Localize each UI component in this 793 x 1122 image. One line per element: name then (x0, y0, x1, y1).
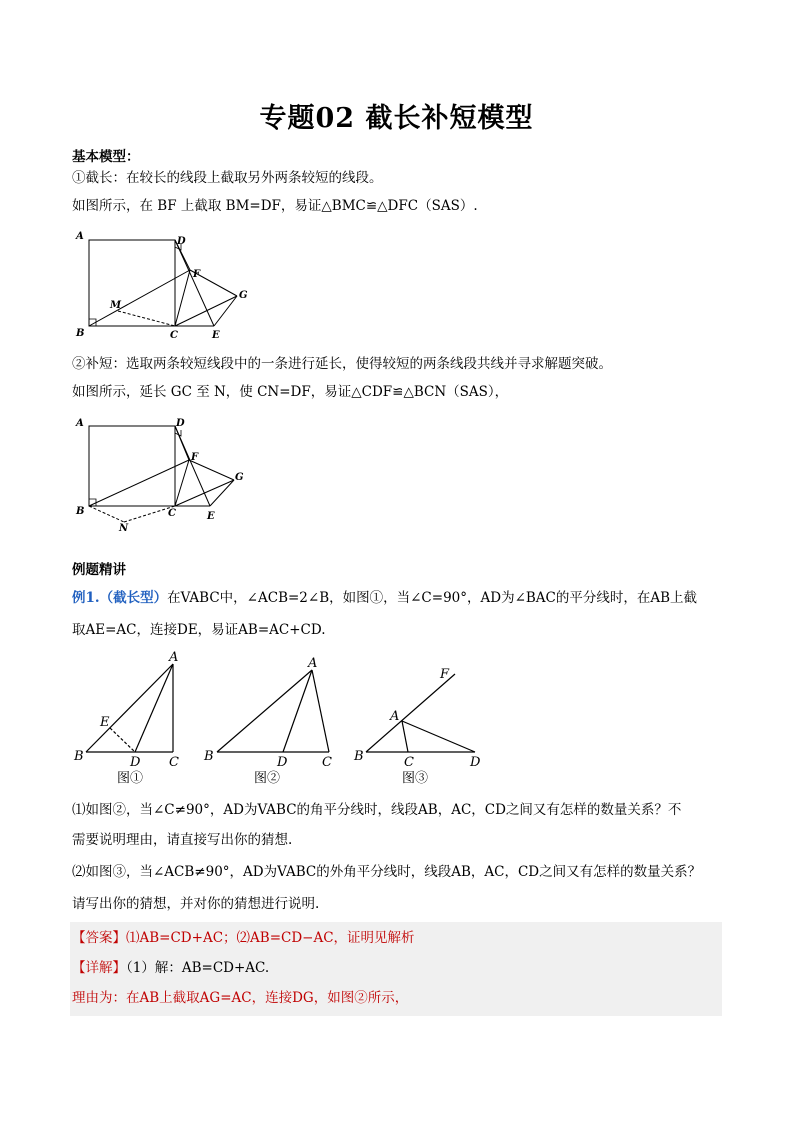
tri2-label-d: D (277, 755, 288, 770)
basic-model-label: 基本模型： (72, 149, 140, 165)
fig1-label-a: A (76, 231, 84, 242)
fig1-label-m: M (110, 300, 122, 311)
tri1-label-e: E (100, 715, 110, 730)
fig1-label-c: C (170, 330, 178, 341)
question-2-line-2: 请写出你的猜想，并对你的猜想进行说明. (72, 896, 320, 912)
fig2-label-f: F (191, 452, 199, 463)
example1-line-2: 取AE=AC，连接DE，易证AB=AC+CD. (72, 622, 326, 638)
complement-line-1: ②补短：选取两条较短线段中的一条进行延长，使得较短的两条线段共线并寻求解题突破。 (72, 356, 612, 372)
reason-line: 理由为：在AB上截取AG=AC，连接DG，如图②所示， (72, 990, 409, 1006)
fig1-label-e: E (212, 330, 220, 341)
fig1-label-f: F (193, 269, 201, 280)
fig1-label-d: D (177, 236, 186, 247)
fig1-label-b: B (76, 328, 85, 339)
tri3-label-a: A (390, 709, 400, 724)
page-title: 专题02 截长补短模型 (259, 103, 534, 134)
tri1-label-d: D (130, 755, 141, 770)
fig2-label-a: A (76, 418, 84, 429)
question-1-line-1: ⑴如图②，当∠C≠90°，AD为VABC的角平分线时，线段AB，AC，CD之间又有怎样的数量关系？不 (72, 802, 682, 818)
example1-text-1: 在VABC中，∠ACB=2∠B，如图①，当∠C=90°，AD为∠BAC的平分线时，在AB上截 (167, 590, 698, 606)
tri1-label-b: B (74, 749, 84, 764)
cut-long-line-1: ①截长：在较长的线段上截取另外两条较短的线段。 (72, 170, 383, 186)
example1-prefix: 例1.（截长型） (72, 590, 168, 606)
tri3-caption: 图③ (402, 771, 429, 786)
fig1-label-g: G (239, 290, 248, 301)
tri2-label-b: B (204, 749, 214, 764)
complement-line-2: 如图所示，延长 GC 至 N，使 CN=DF，易证△CDF≌△BCN（SAS）， (72, 384, 509, 400)
tri3-label-f: F (440, 667, 450, 682)
detail-label: 【详解】 (72, 960, 126, 976)
fig2-label-d: D (176, 418, 185, 429)
figure-example1-triangles (72, 648, 502, 786)
tri2-caption: 图② (254, 771, 281, 786)
answer-line (72, 928, 415, 948)
detail-line (72, 958, 269, 978)
answer-label: 【答案】 (72, 930, 126, 946)
tri3-label-d: D (470, 755, 481, 770)
tri1-label-a: A (169, 650, 179, 665)
cut-long-line-2: 如图所示，在 BF 上截取 BM=DF，易证△BMC≌△DFC（SAS）. (72, 198, 478, 214)
tri3-label-b: B (354, 749, 364, 764)
figure-cut-long (72, 226, 262, 344)
fig2-label-e: E (207, 511, 215, 522)
detail-text: （1）解：AB=CD+AC. (126, 960, 270, 976)
fig2-label-c: C (168, 508, 176, 519)
answer-text: ⑴AB=CD+AC；⑵AB=CD−AC，证明见解析 (126, 930, 415, 946)
example1-line-1 (72, 588, 697, 608)
question-2-line-1: ⑵如图③，当∠ACB≠90°，AD为VABC的外角平分线时，线段AB，AC，CD之间又有怎样的数量关系？ (72, 864, 702, 880)
fig2-label-g: G (235, 472, 244, 483)
question-1-line-2: 需要说明理由，请直接写出你的猜想. (72, 832, 293, 848)
tri1-caption: 图① (117, 771, 144, 786)
fig2-label-b: B (76, 506, 85, 517)
tri2-label-a: A (308, 656, 318, 671)
examples-label: 例题精讲 (72, 562, 126, 578)
fig2-label-n: N (119, 523, 129, 534)
tri1-label-c: C (169, 755, 179, 770)
tri2-label-c: C (322, 755, 332, 770)
tri3-label-c: C (404, 755, 414, 770)
figure-complement (72, 412, 262, 537)
